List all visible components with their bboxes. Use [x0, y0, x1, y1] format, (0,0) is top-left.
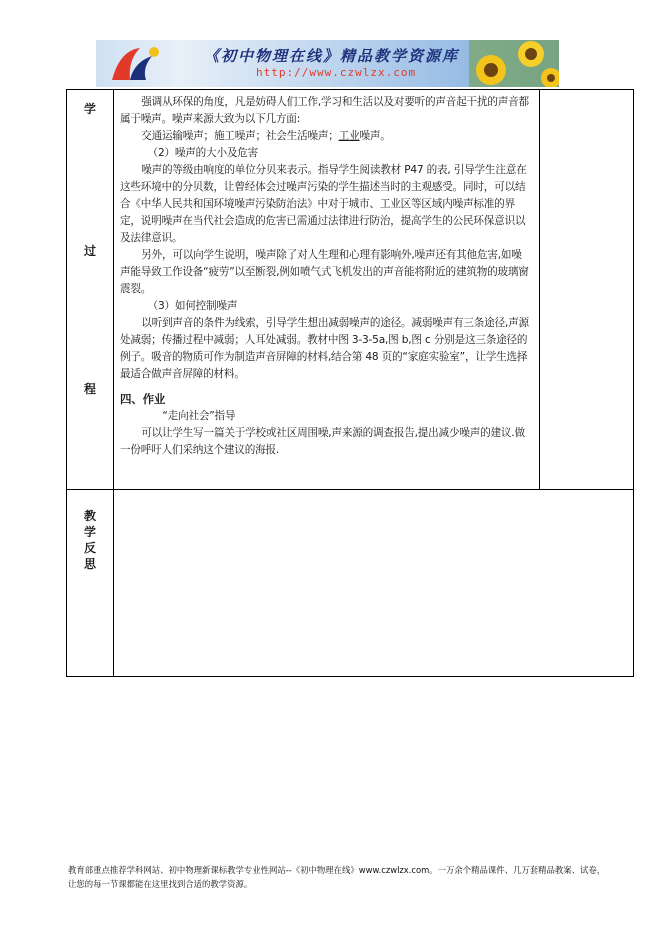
noise-sources-text: 交通运输噪声；施工噪声；社会生活噪声； — [141, 130, 339, 142]
paragraph-homework: 可以让学生写一篇关于学校或社区周围噪,声来源的调查报告,提出减少噪声的建议.做一份呼吁人们采纳这个建议的海报. — [120, 427, 525, 456]
process-content — [114, 90, 539, 459]
paragraph-decibel: 噪声的等级由响度的单位分贝来表示。指导学生阅读教材 P47 的表, 引导学生注意在这些环境中的分贝数，让曾经体会过噪声污染的学生描述当时的主观感受。同时，可以结合《中华人民共和国环境噪声污染防治法》中对于城市、工业区等区域内噪声标准的界定，说明噪声在当代社会造成的危害已需通过法律进行防治，提高学生的公民环保意识以及法律意识。 — [120, 164, 527, 244]
heading-noise-control: （3）如何控制噪声 — [147, 300, 238, 312]
noise-suffix: 噪声。 — [359, 130, 391, 142]
process-notes-cell — [540, 90, 634, 490]
homework-guide-title: “走向社会”指导 — [162, 410, 236, 422]
reflection-label — [67, 508, 113, 572]
reflection-char-3: 反 — [83, 541, 96, 555]
paragraph-noise-sources — [120, 128, 531, 145]
process-content-cell — [114, 90, 540, 490]
page-footer: 教育部重点推荐学科网站、初中物理新课标教学专业性网站--《初中物理在线》www.czwlzx.com。一万余个精品课件、几万套精品教案、试卷，让您的每一节课都能在这里找到合适的教学资源。 — [68, 865, 606, 889]
header-banner — [96, 40, 559, 87]
paragraph-other-hazards: 另外，可以向学生说明，噪声除了对人生理和心理有影响外,噪声还有其他危害,如噪声能导致工作设备“疲劳”以至断裂,例如喷气式飞机发出的声音能将附近的建筑物的玻璃窗震裂。 — [120, 249, 529, 295]
reflection-label-cell — [67, 490, 114, 677]
industrial-word: 工业 — [338, 130, 360, 142]
paragraph-noise-definition: 强调从环保的角度，凡是妨碍人们工作,学习和生活以及对要听的声音起干扰的声音都属于噪声。噪声来源大致为以下几方面: — [120, 96, 529, 125]
banner-title: 《初中物理在线》精品教学资源库 — [204, 47, 460, 65]
reflection-char-4: 思 — [83, 557, 96, 571]
paragraph-noise-control: 以听到声音的条件为线索，引导学生想出减弱噪声的途径。减弱噪声有三条途径,声源处减弱；传播过程中减弱；人耳处减弱。教材中图 3-3-5a,图 b,图 c 分别是这三条途径的例子。吸音的物质可作为制造声音屏障的材料,结合第 48 页的“家庭实验室”，让学生选择最适合做声音屏障的材料。 — [120, 317, 529, 380]
reflection-char-2: 学 — [83, 525, 96, 539]
sunflower-icon — [469, 40, 559, 87]
lesson-plan-table — [66, 89, 634, 677]
reflection-char-1: 教 — [83, 509, 96, 523]
site-logo-icon — [106, 42, 164, 86]
process-label-mid: 过 — [83, 244, 96, 258]
process-label-top: 学 — [83, 102, 96, 116]
process-label-cell — [67, 90, 114, 490]
heading-homework: 四、作业 — [120, 392, 166, 406]
heading-noise-level: （2）噪声的大小及危害 — [147, 147, 259, 159]
banner-url[interactable]: http://www.czwlzx.com — [256, 66, 417, 79]
process-label-bottom: 程 — [83, 382, 96, 396]
reflection-content-cell — [114, 490, 634, 677]
